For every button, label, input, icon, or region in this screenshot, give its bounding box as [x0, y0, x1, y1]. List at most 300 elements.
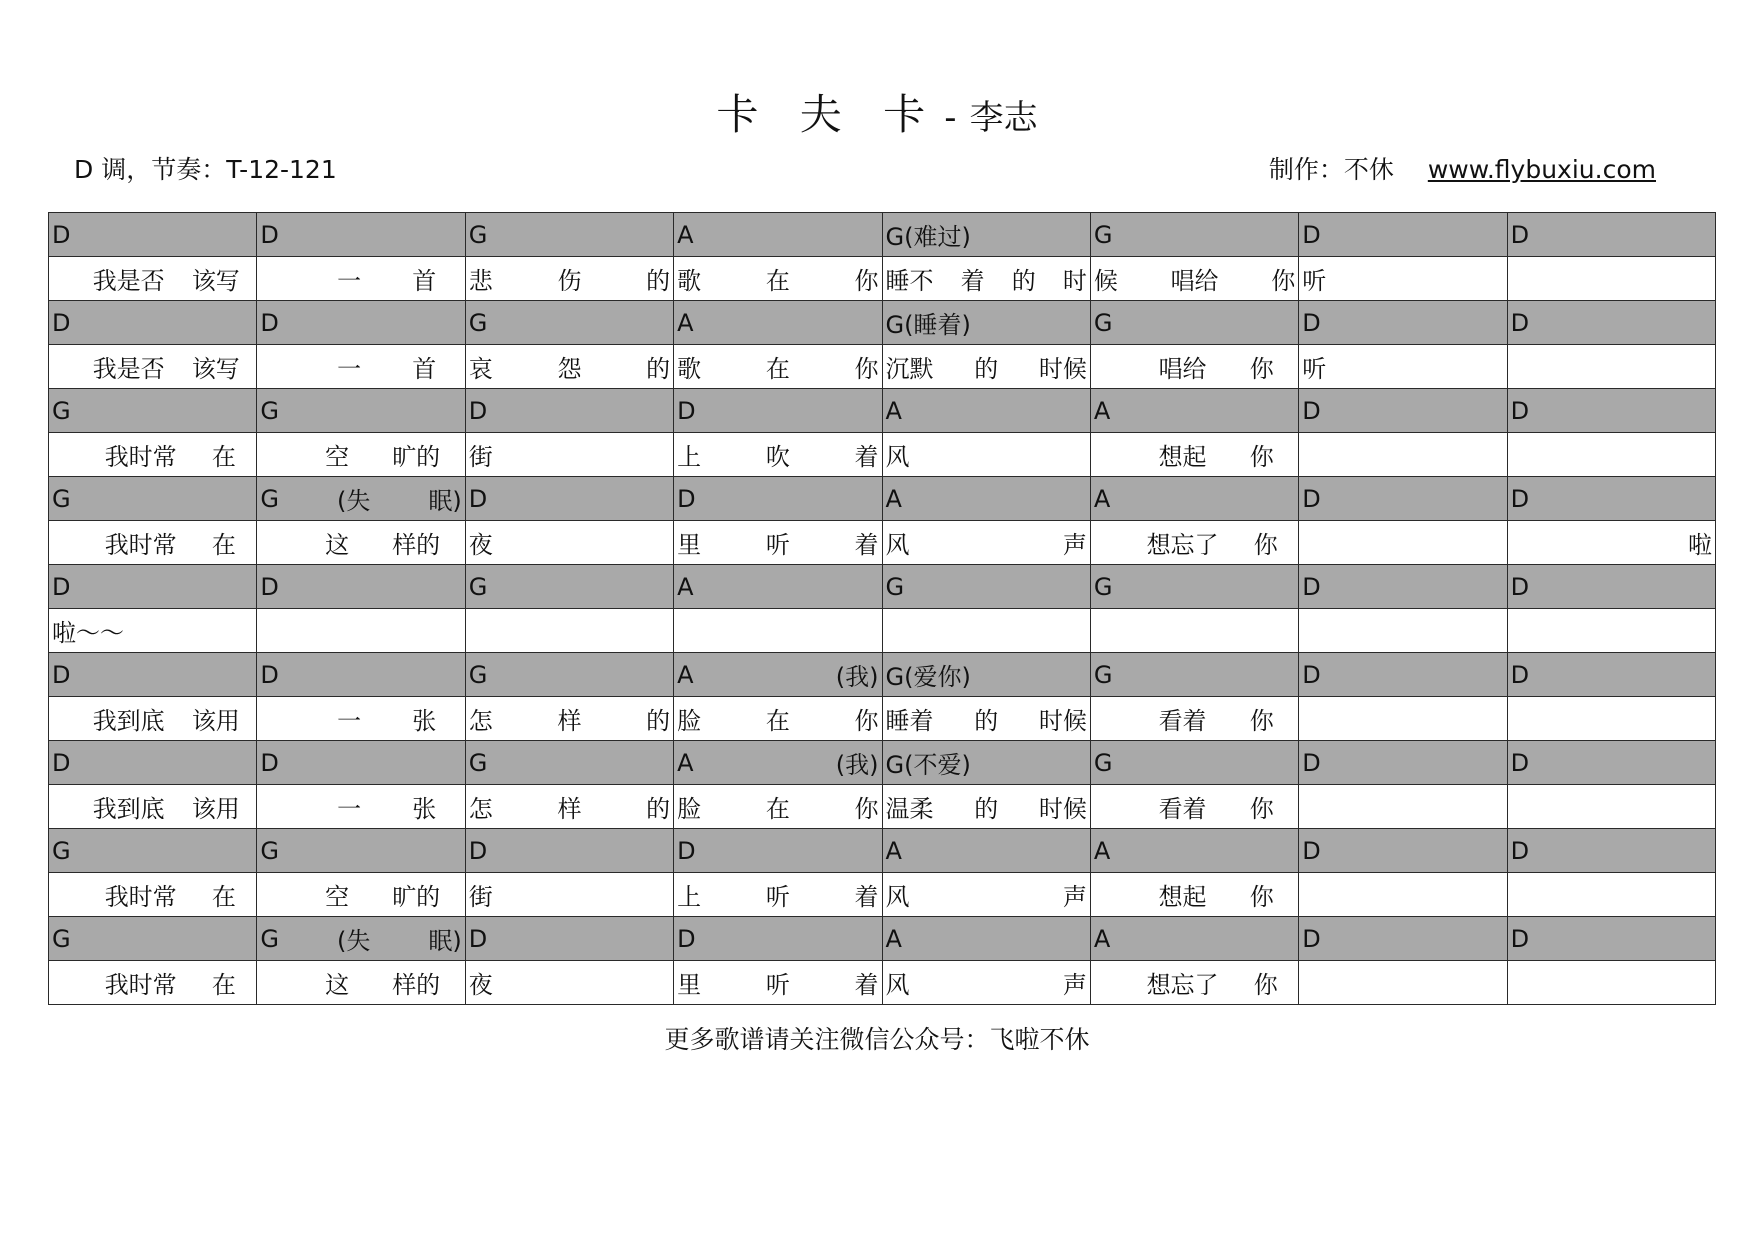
chord-cell	[1090, 301, 1298, 345]
chord-symbol: D	[468, 484, 488, 513]
website-link[interactable]: www.flybuxiu.com	[1427, 155, 1656, 184]
chord-cell	[674, 741, 882, 785]
cell-content	[1091, 565, 1298, 608]
cell-content	[257, 389, 464, 432]
chord-cell	[674, 917, 882, 961]
lyric-syllable: 该写	[191, 267, 240, 295]
lyric-syllable: 夜	[468, 971, 493, 999]
lyric-cell	[465, 257, 673, 301]
cell-content	[1299, 697, 1506, 740]
lyric-cell	[49, 433, 257, 477]
lyric-syllable: 街	[468, 443, 493, 471]
cell-content	[674, 873, 881, 916]
lyric-syllable: 风	[885, 531, 910, 559]
chord-symbol: D	[1510, 748, 1530, 777]
chord-cell	[465, 301, 673, 345]
lyric-cell	[1507, 609, 1715, 653]
cell-content	[1091, 433, 1298, 476]
lyric-cell	[1090, 961, 1298, 1005]
cell-content	[49, 345, 256, 388]
cell-content	[883, 785, 1090, 828]
lyric-syllable: 你	[1249, 883, 1274, 911]
lyric-syllable: 在	[765, 267, 790, 295]
chord-row	[49, 213, 1716, 257]
chord-cell	[1299, 917, 1507, 961]
chord-cell	[882, 565, 1090, 609]
cell-content	[49, 477, 256, 520]
lyric-cell	[1507, 521, 1715, 565]
lyric-cell	[1090, 697, 1298, 741]
chord-symbol: D	[1302, 572, 1321, 601]
lyric-cell	[257, 521, 465, 565]
lyric-syllable: 啦～～	[52, 619, 124, 647]
cell-content	[674, 609, 881, 652]
lyric-syllable: 我时常	[104, 443, 177, 471]
lyric-cell	[674, 961, 882, 1005]
credit-block	[1269, 150, 1656, 186]
lyric-cell	[465, 345, 673, 389]
cell-content	[1508, 873, 1715, 916]
lyric-syllable: 在	[765, 355, 790, 383]
lyric-cell	[1090, 521, 1298, 565]
lyric-syllable: 你	[854, 355, 879, 383]
lyric-syllable: 首	[412, 355, 437, 383]
cell-content	[883, 345, 1090, 388]
lyric-cell	[882, 345, 1090, 389]
cell-content	[1508, 565, 1715, 608]
chord-symbol: D	[1302, 220, 1321, 249]
lyric-syllable: 张	[412, 795, 437, 823]
lyric-syllable: 唱给	[1158, 355, 1207, 383]
chord-sheet	[48, 212, 1716, 1005]
chord-symbol: D	[52, 748, 71, 777]
chord-symbol: G	[1093, 308, 1113, 337]
lyric-syllable: 怨	[557, 355, 582, 383]
chord-symbol: D	[260, 748, 279, 777]
lyric-syllable: 沉默	[885, 355, 934, 383]
lyric-syllable: 睡不	[885, 267, 934, 295]
cell-content	[1508, 257, 1715, 300]
lyric-cell	[257, 873, 465, 917]
lyric-cell	[465, 609, 673, 653]
lyric-cell	[1299, 433, 1507, 477]
chord-symbol: D	[677, 396, 696, 425]
cell-content	[49, 697, 256, 740]
chord-symbol: G	[1093, 572, 1113, 601]
lyric-syllable: 里	[677, 531, 702, 559]
lyric-cell	[465, 873, 673, 917]
chord-symbol: D	[1510, 836, 1530, 865]
lyric-cell	[465, 785, 673, 829]
lyric-cell	[49, 873, 257, 917]
chord-cell	[465, 213, 673, 257]
chord-cell	[465, 653, 673, 697]
cell-content	[466, 345, 673, 388]
cell-content	[674, 917, 881, 960]
lyric-syllable: 风	[885, 883, 910, 911]
cell-content	[883, 301, 1090, 344]
cell-content	[466, 785, 673, 828]
lyric-cell	[882, 257, 1090, 301]
lyric-row	[49, 345, 1716, 389]
chord-symbol: D	[52, 660, 71, 689]
chord-symbol: D	[1510, 484, 1530, 513]
chord-cell	[1507, 829, 1715, 873]
lyric-syllable: 我到底	[92, 707, 165, 735]
chord-cell	[257, 741, 465, 785]
lyric-syllable: 你	[1249, 443, 1274, 471]
lyric-syllable: 一	[337, 795, 362, 823]
lyric-syllable: 里	[677, 971, 702, 999]
lyric-cell	[257, 433, 465, 477]
chord-symbol: G	[1093, 660, 1113, 689]
chord-cell	[1299, 301, 1507, 345]
cell-content	[883, 697, 1090, 740]
credit: 制作：不休	[1268, 155, 1394, 184]
cell-content	[1299, 785, 1506, 828]
lyric-syllable: 你	[854, 707, 879, 735]
chord-symbol: D	[1302, 748, 1321, 777]
lyric-syllable: 时候	[1038, 355, 1087, 383]
lyric-syllable: 啦	[1688, 531, 1712, 559]
cell-content	[466, 609, 673, 652]
cell-content	[674, 961, 881, 1004]
song-title	[0, 82, 1754, 142]
title-dash: -	[944, 98, 957, 138]
chord-symbol: D	[677, 924, 696, 953]
lyric-syllable: 上	[677, 443, 702, 471]
chord-symbol: A	[677, 748, 694, 777]
cell-content	[1091, 917, 1298, 960]
chord-symbol: G	[468, 308, 488, 337]
lyric-cell	[49, 345, 257, 389]
chord-cell	[1299, 213, 1507, 257]
lyric-syllable: 旷的	[392, 883, 441, 911]
chord-symbol: G	[52, 484, 71, 513]
cell-content	[1299, 873, 1506, 916]
chord-cell	[1299, 829, 1507, 873]
cell-content	[466, 873, 673, 916]
chord-row	[49, 565, 1716, 609]
lyric-syllable: 吹	[765, 443, 790, 471]
lyric-syllable: 的	[646, 267, 671, 295]
cell-content	[1299, 433, 1506, 476]
chord-symbol: D	[1510, 396, 1530, 425]
lyric-syllable: 在	[211, 883, 236, 911]
cell-content	[466, 653, 673, 696]
cell-content	[257, 961, 464, 1004]
chord-symbol: G	[52, 396, 71, 425]
lyric-cell	[1090, 785, 1298, 829]
chord-symbol: A	[1093, 396, 1111, 425]
chord-cell	[257, 653, 465, 697]
lyric-cell	[1299, 873, 1507, 917]
lyric-syllable: 的	[1011, 267, 1036, 295]
lyric-syllable: 夜	[468, 531, 493, 559]
cell-content	[1508, 917, 1715, 960]
chord-symbol: G	[52, 836, 71, 865]
cell-content	[257, 301, 464, 344]
chord-cell	[257, 213, 465, 257]
cell-content	[1091, 653, 1298, 696]
chord-symbol: G	[468, 572, 488, 601]
cell-content	[1299, 213, 1506, 256]
cell-content	[257, 433, 464, 476]
chord-cell	[1090, 477, 1298, 521]
chord-symbol: G	[1093, 220, 1113, 249]
chord-cell	[1299, 565, 1507, 609]
lyric-syllable: 声	[1062, 883, 1087, 911]
cell-content	[1508, 609, 1715, 652]
cell-content	[674, 213, 881, 256]
cell-content	[1508, 785, 1715, 828]
chord-cell	[882, 301, 1090, 345]
lyric-syllable: 我时常	[104, 531, 177, 559]
cell-content	[883, 477, 1090, 520]
cell-content	[257, 521, 464, 564]
chord-symbol: (失	[336, 487, 371, 515]
lyric-syllable: 一	[337, 355, 362, 383]
lyric-syllable: 着	[854, 883, 879, 911]
chord-symbol: A	[885, 836, 902, 865]
chord-row	[49, 741, 1716, 785]
lyric-cell	[882, 961, 1090, 1005]
cell-content	[49, 873, 256, 916]
lyric-syllable: 时	[1062, 267, 1087, 295]
cell-content	[1299, 653, 1506, 696]
cell-content	[257, 565, 464, 608]
cell-content	[466, 565, 673, 608]
cell-content	[466, 213, 673, 256]
cell-content	[466, 301, 673, 344]
chord-cell	[257, 565, 465, 609]
lyric-syllable: 我时常	[104, 971, 177, 999]
chord-symbol: D	[1302, 836, 1321, 865]
cell-content	[674, 697, 881, 740]
cell-content	[1091, 609, 1298, 652]
cell-content	[1091, 213, 1298, 256]
cell-content	[466, 741, 673, 784]
cell-content	[49, 829, 256, 872]
cell-content	[1508, 345, 1715, 388]
lyric-cell	[465, 961, 673, 1005]
cell-content	[883, 873, 1090, 916]
chord-cell	[1090, 741, 1298, 785]
chord-symbol: G	[885, 572, 905, 601]
lyric-syllable: 悲	[468, 267, 493, 295]
chord-cell	[49, 829, 257, 873]
lyric-syllable: 样	[557, 795, 582, 823]
lyric-row	[49, 521, 1716, 565]
chord-cell	[882, 213, 1090, 257]
chord-symbol: G(不爱)	[885, 751, 971, 779]
chord-cell	[1507, 917, 1715, 961]
cell-content	[49, 785, 256, 828]
chord-cell	[674, 653, 882, 697]
chord-cell	[257, 917, 465, 961]
lyric-syllable: 听	[1302, 355, 1327, 383]
cell-content	[1299, 961, 1506, 1004]
lyric-syllable: 哀	[468, 355, 493, 383]
chord-row	[49, 389, 1716, 433]
cell-content	[466, 477, 673, 520]
cell-content	[257, 653, 464, 696]
chord-symbol: G	[260, 836, 279, 865]
cell-content	[674, 433, 881, 476]
lyric-cell	[674, 521, 882, 565]
lyric-cell	[1507, 433, 1715, 477]
lyric-syllable: 着	[960, 267, 985, 295]
cell-content	[1299, 609, 1506, 652]
lyric-syllable: 声	[1062, 971, 1087, 999]
chord-symbol: G	[260, 924, 279, 953]
lyric-cell	[674, 697, 882, 741]
chord-row	[49, 829, 1716, 873]
chord-cell	[1090, 653, 1298, 697]
cell-content	[674, 257, 881, 300]
cell-content	[257, 917, 464, 960]
lyric-syllable: 在	[211, 443, 236, 471]
chord-row	[49, 477, 1716, 521]
chord-symbol: D	[1302, 396, 1321, 425]
cell-content	[1091, 389, 1298, 432]
lyric-cell	[882, 609, 1090, 653]
lyric-syllable: 这	[325, 531, 350, 559]
chord-symbol: G	[260, 396, 279, 425]
chord-symbol: G(爱你)	[885, 663, 971, 691]
chord-cell	[49, 917, 257, 961]
chord-cell	[882, 829, 1090, 873]
cell-content	[1091, 829, 1298, 872]
lyric-syllable: 你	[1271, 267, 1296, 295]
lyric-syllable: 脸	[677, 795, 702, 823]
lyric-cell	[1299, 257, 1507, 301]
cell-content	[674, 785, 881, 828]
cell-content	[674, 741, 881, 784]
cell-content	[1508, 477, 1715, 520]
chord-row	[49, 653, 1716, 697]
chord-symbol: A	[885, 484, 902, 513]
lyric-cell	[1299, 521, 1507, 565]
cell-content	[1299, 741, 1506, 784]
lyric-syllable: 怎	[468, 795, 493, 823]
chord-symbol: D	[1302, 924, 1321, 953]
chord-cell	[49, 653, 257, 697]
chord-cell	[882, 389, 1090, 433]
lyric-syllable: 着	[854, 531, 879, 559]
lyric-cell	[882, 521, 1090, 565]
chord-cell	[465, 565, 673, 609]
cell-content	[883, 521, 1090, 564]
cell-content	[674, 829, 881, 872]
chord-symbol: D	[1510, 220, 1530, 249]
cell-content	[1508, 213, 1715, 256]
cell-content	[1299, 257, 1506, 300]
cell-content	[1508, 301, 1715, 344]
cell-content	[257, 477, 464, 520]
cell-content	[257, 609, 464, 652]
cell-content	[1299, 345, 1506, 388]
chord-cell	[257, 477, 465, 521]
chord-symbol: D	[52, 220, 71, 249]
chord-symbol: A	[885, 396, 902, 425]
chord-symbol: (我)	[835, 663, 879, 691]
lyric-cell	[1507, 345, 1715, 389]
cell-content	[1091, 521, 1298, 564]
lyric-cell	[882, 697, 1090, 741]
lyric-syllable: 听	[765, 531, 790, 559]
lyric-syllable: 怎	[468, 707, 493, 735]
chord-cell	[465, 389, 673, 433]
cell-content	[883, 433, 1090, 476]
lyric-cell	[674, 609, 882, 653]
cell-content	[49, 389, 256, 432]
lyric-syllable: 的	[974, 355, 999, 383]
cell-content	[49, 521, 256, 564]
chord-symbol: A	[1093, 836, 1111, 865]
lyric-syllable: 你	[854, 267, 879, 295]
chord-cell	[1507, 301, 1715, 345]
lyric-syllable: 你	[1253, 531, 1278, 559]
cell-content	[674, 389, 881, 432]
chord-symbol: D	[260, 220, 279, 249]
lyric-cell	[49, 785, 257, 829]
chord-cell	[49, 389, 257, 433]
chord-symbol: G(难过)	[885, 223, 971, 251]
lyric-syllable: 候	[1093, 267, 1118, 295]
lyric-syllable: 脸	[677, 707, 702, 735]
cell-content	[49, 653, 256, 696]
lyric-syllable: 该写	[191, 355, 240, 383]
cell-content	[883, 213, 1090, 256]
cell-content	[1299, 301, 1506, 344]
chord-cell	[1507, 213, 1715, 257]
chord-symbol: D	[468, 836, 488, 865]
lyric-syllable: 时候	[1038, 795, 1087, 823]
chord-symbol: A	[1093, 484, 1111, 513]
lyric-cell	[49, 609, 257, 653]
cell-content	[1091, 785, 1298, 828]
lyric-cell	[1090, 257, 1298, 301]
lyric-row	[49, 697, 1716, 741]
chord-symbol: D	[1510, 308, 1530, 337]
chord-symbol: D	[52, 308, 71, 337]
lyric-cell	[257, 345, 465, 389]
cell-content	[1508, 433, 1715, 476]
lyric-syllable: 听	[1302, 267, 1327, 295]
lyric-cell	[674, 257, 882, 301]
lyric-cell	[1299, 609, 1507, 653]
cell-content	[1508, 389, 1715, 432]
lyric-syllable: 我时常	[104, 883, 177, 911]
lyric-row	[49, 873, 1716, 917]
cell-content	[257, 213, 464, 256]
chord-symbol: (我)	[835, 751, 879, 779]
chord-symbol: D	[1302, 308, 1321, 337]
lyric-syllable: 歌	[677, 267, 702, 295]
chord-cell	[257, 389, 465, 433]
cell-content	[49, 433, 256, 476]
chord-cell	[1507, 565, 1715, 609]
chord-cell	[1507, 741, 1715, 785]
cell-content	[1091, 301, 1298, 344]
cell-content	[466, 917, 673, 960]
chord-cell	[1090, 213, 1298, 257]
chord-row	[49, 301, 1716, 345]
chord-symbol: G	[468, 220, 488, 249]
lyric-syllable: 听	[765, 883, 790, 911]
cell-content	[257, 829, 464, 872]
